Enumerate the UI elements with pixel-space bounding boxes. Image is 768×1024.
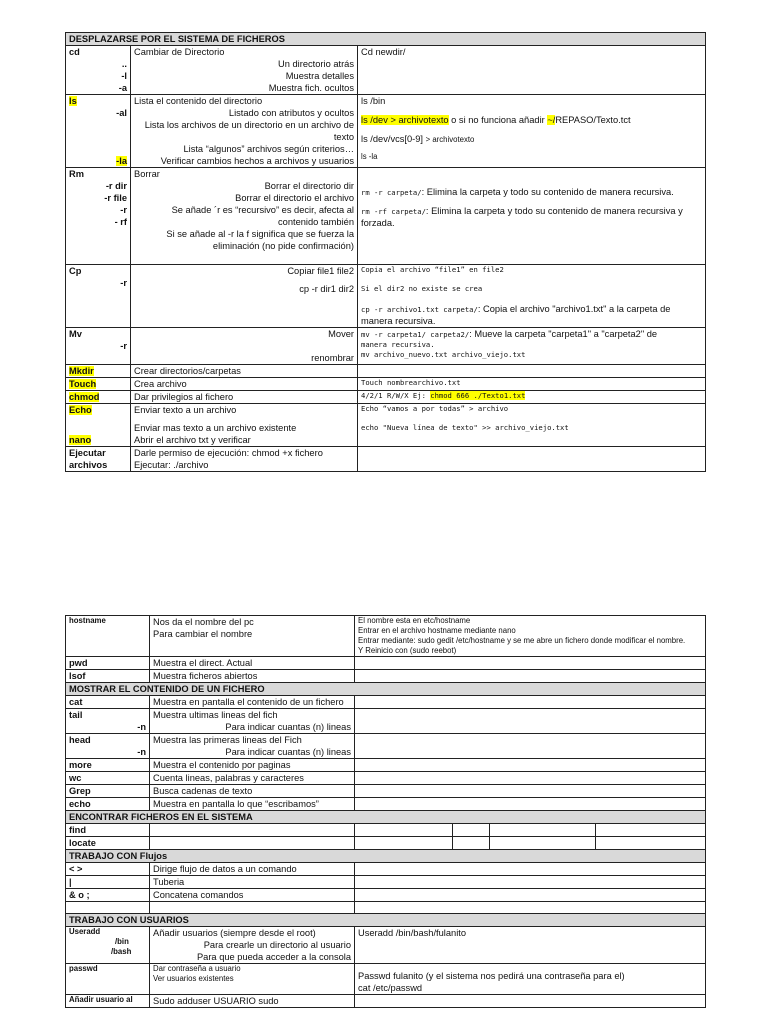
command-name: wc: [66, 772, 150, 785]
command-description: Nos da el nombre del pc: [153, 617, 254, 627]
command-name: chmod: [69, 392, 100, 402]
command-description: Muestra las primeras lineas del Fich: [153, 735, 302, 745]
section-header-row: [66, 33, 706, 46]
table-row: [66, 95, 706, 168]
command-description: Lista el contenido del directorio: [134, 96, 263, 106]
command-description: Busca cadenas de texto: [150, 785, 355, 798]
command-name: Ejecutar: [69, 448, 106, 458]
option-description: Lista los archivos de un directorio en un archivo de texto: [144, 120, 354, 142]
option-description: Lista “algunos” archivos según criterios…: [183, 144, 354, 154]
option-description: Borrar el directorio el archivo: [235, 193, 354, 203]
command-example: Entrar en el archivo hostname mediante nano: [358, 626, 516, 635]
table-row: [66, 785, 706, 798]
command-name: head: [69, 735, 91, 745]
command-name: Echo: [69, 405, 92, 415]
command-description: Crea archivo: [131, 378, 358, 391]
command-name: tail: [69, 710, 83, 720]
option-description: renombrar: [311, 353, 354, 363]
command-name: Useradd: [69, 927, 101, 936]
table-row: [66, 447, 706, 472]
command-description: Enviar texto a un archivo: [134, 405, 237, 415]
command-name: < >: [66, 863, 150, 876]
command-example: cat /etc/passwd: [358, 983, 423, 993]
command-description: Muestra ficheros abiertos: [150, 670, 355, 683]
table-row: [66, 670, 706, 683]
option-description: Un directorio atrás: [278, 59, 354, 69]
command-option: /bin: [115, 937, 129, 946]
table-row: [66, 759, 706, 772]
table-row: [66, 863, 706, 876]
command-name: Mkdir: [69, 366, 94, 376]
command-name: ls: [69, 96, 77, 106]
table-row: [66, 328, 706, 365]
command-name: & o ;: [66, 889, 150, 902]
command-description: Muestra en pantalla el contenido de un fichero: [150, 696, 355, 709]
command-example: Y Reinicio con (sudo reebot): [358, 646, 457, 655]
command-example: Entrar mediante: sudo gedit /etc/hostname y se me abre un fichero donde modificar el nombre.: [358, 636, 686, 645]
command-example: rm -rf carpeta/: Elimina la carpeta y todo su contenido de manera recursiva y forzada.: [361, 206, 683, 228]
command-description: Muestra en pantalla lo que “escribamos”: [150, 798, 355, 811]
table-row: [66, 824, 706, 837]
command-name: locate: [66, 837, 150, 850]
table-row: [66, 378, 706, 391]
section-title: TRABAJO CON Flujos: [66, 850, 706, 863]
command-option: -r dir: [105, 181, 127, 191]
command-example: Copia el archivo “file1” en file2: [361, 265, 504, 274]
command-example: mv archivo_nuevo.txt archivo_viejo.txt: [361, 350, 526, 359]
command-description: Concatena comandos: [150, 889, 355, 902]
command-name: archivos: [69, 460, 108, 470]
empty-row: [66, 902, 706, 914]
table-row: [66, 927, 706, 964]
command-name: echo: [66, 798, 150, 811]
option-description: Verificar cambios hechos a archivos y usuarios: [160, 156, 354, 166]
command-example: manera recursiva.: [361, 340, 435, 349]
command-option: -la: [116, 156, 127, 166]
command-description: Muestra el direct. Actual: [150, 657, 355, 670]
command-name: Mv: [69, 329, 82, 339]
command-option: -r file: [104, 193, 127, 203]
command-name: Grep: [66, 785, 150, 798]
table-row: [66, 265, 706, 328]
command-description: Dar privilegios al fichero: [131, 391, 358, 404]
command-description: Ver usuarios existentes: [153, 974, 234, 983]
command-description: Dar contraseña a usuario: [153, 964, 241, 973]
command-option: /bash: [111, 947, 132, 956]
command-example: ls -la: [361, 152, 378, 161]
command-name: |: [66, 876, 150, 889]
table-row: [66, 709, 706, 734]
section-header-row: [66, 914, 706, 927]
command-example: ls /dev/vcs[0-9] > archivotexto: [361, 134, 475, 144]
command-example: echo "Nueva línea de texto" >> archivo_viejo.txt: [361, 423, 569, 432]
command-description: Cambiar de Directorio: [134, 47, 225, 57]
section-header-row: [66, 683, 706, 696]
table-row: [66, 734, 706, 759]
table-row: [66, 404, 706, 447]
command-option: ..: [121, 59, 127, 69]
table-row: [66, 837, 706, 850]
option-description: Se añade ´r es “recursivo” es decir, afecta al contenido también: [171, 205, 354, 227]
table-row: [66, 995, 706, 1008]
command-name: Touch: [69, 379, 97, 389]
command-name: cat: [66, 696, 150, 709]
command-description: Sudo adduser USUARIO sudo: [150, 995, 355, 1008]
command-example: ls /bin: [361, 96, 386, 106]
option-description: Para indicar cuantas (n) lineas: [225, 747, 351, 757]
command-description: Crear directorios/carpetas: [131, 365, 358, 378]
commands-table-1: [65, 32, 706, 472]
option-description: Para que pueda acceder a la consola: [196, 952, 351, 962]
table-row: [66, 365, 706, 378]
command-description: Añadir usuarios (siempre desde el root): [153, 928, 316, 938]
section-title: DESPLAZARSE POR EL SISTEMA DE FICHEROS: [66, 33, 706, 46]
command-description: Para cambiar el nombre: [153, 629, 253, 639]
option-description: Muestra detalles: [285, 71, 354, 81]
command-example: cp -r archivo1.txt carpeta/: Copia el archivo "archivo1.txt" a la carpeta de manera recursiva.: [361, 304, 671, 326]
option-description: Muestra fich. ocultos: [268, 83, 354, 93]
section-title: MOSTRAR EL CONTENIDO DE UN FICHERO: [66, 683, 706, 696]
table-row: [66, 168, 706, 265]
command-description: Dirige flujo de datos a un comando: [150, 863, 355, 876]
command-description: Muestra el contenido por paginas: [150, 759, 355, 772]
command-example: Useradd /bin/bash/fulanito: [355, 927, 706, 964]
command-name: Rm: [69, 169, 84, 179]
section-header-row: [66, 811, 706, 824]
command-example: 4/2/1 R/W/X Ej: chmod 666 ./Texto1.txt: [358, 391, 706, 404]
command-name: Cp: [69, 266, 82, 276]
table-row: [66, 964, 706, 995]
option-description: Para crearle un directorio al usuario: [203, 940, 351, 950]
command-example: ls /dev > archivotexto o si no funciona añadir ~/REPASO/Texto.tct: [361, 115, 631, 125]
command-description: Copiar file1 file2: [287, 266, 354, 276]
option-description: Listado con atributos y ocultos: [228, 108, 354, 118]
table-row: [66, 616, 706, 657]
command-name: lsof: [66, 670, 150, 683]
command-description: Cuenta lineas, palabras y caracteres: [150, 772, 355, 785]
command-example: El nombre esta en etc/hostname: [358, 616, 471, 625]
command-description: Abrir el archivo txt y verificar: [134, 435, 251, 445]
command-name: passwd: [66, 964, 150, 995]
command-description: Borrar: [134, 169, 160, 179]
table-row: [66, 889, 706, 902]
command-option: -n: [137, 747, 146, 757]
command-description: Darle permiso de ejecución: chmod +x fichero: [134, 448, 323, 458]
command-description: Enviar mas texto a un archivo existente: [134, 423, 297, 433]
command-example: Si el dir2 no existe se crea: [361, 284, 483, 293]
command-description: Muestra ultimas lineas del fich: [153, 710, 278, 720]
command-option: - rf: [114, 217, 127, 227]
command-example: Touch nombrearchivo.txt: [358, 378, 706, 391]
command-name: more: [66, 759, 150, 772]
command-name: nano: [69, 435, 92, 445]
command-description: Ejecutar: ./archivo: [134, 460, 209, 470]
command-description: Mover: [328, 329, 354, 339]
command-option: -r: [120, 278, 127, 288]
command-option: -l: [121, 71, 127, 81]
command-name: Añadir usuario al: [66, 995, 150, 1008]
option-description: cp -r dir1 dir2: [299, 284, 354, 294]
commands-table-2: [65, 615, 706, 1008]
table-row: [66, 657, 706, 670]
command-name: cd: [69, 47, 80, 57]
command-option: -r: [120, 341, 127, 351]
option-description: Para indicar cuantas (n) lineas: [225, 722, 351, 732]
command-example: Cd newdir/: [361, 47, 406, 57]
table-row: [66, 391, 706, 404]
command-example: Passwd fulanito (y el sistema nos pedirá una contraseña para el): [358, 971, 625, 981]
command-description: Tuberia: [150, 876, 355, 889]
command-option: -a: [118, 83, 127, 93]
table-row: [66, 696, 706, 709]
command-option: -n: [137, 722, 146, 732]
command-example: mv -r carpeta1/ carpeta2/: Mueve la carpeta "carpeta1" a "carpeta2" de: [361, 329, 658, 339]
option-description: Si se añade al -r la f significa que se fuerza la eliminación (no pide confirmación): [166, 229, 354, 251]
command-name: hostname: [66, 616, 150, 657]
option-description: Borrar el directorio dir: [264, 181, 354, 191]
table-row: [66, 876, 706, 889]
command-option: -r: [120, 205, 127, 215]
section-title: ENCONTRAR FICHEROS EN EL SISTEMA: [66, 811, 706, 824]
command-name: find: [66, 824, 150, 837]
table-row: [66, 798, 706, 811]
command-example: Echo “vamos a por todas” > archivo: [361, 404, 509, 413]
command-example: rm -r carpeta/: Elimina la carpeta y todo su contenido de manera recursiva.: [361, 187, 674, 197]
table-row: [66, 772, 706, 785]
section-title: TRABAJO CON USUARIOS: [66, 914, 706, 927]
command-option: -al: [116, 108, 127, 118]
command-name: pwd: [66, 657, 150, 670]
table-row: [66, 46, 706, 95]
section-header-row: [66, 850, 706, 863]
